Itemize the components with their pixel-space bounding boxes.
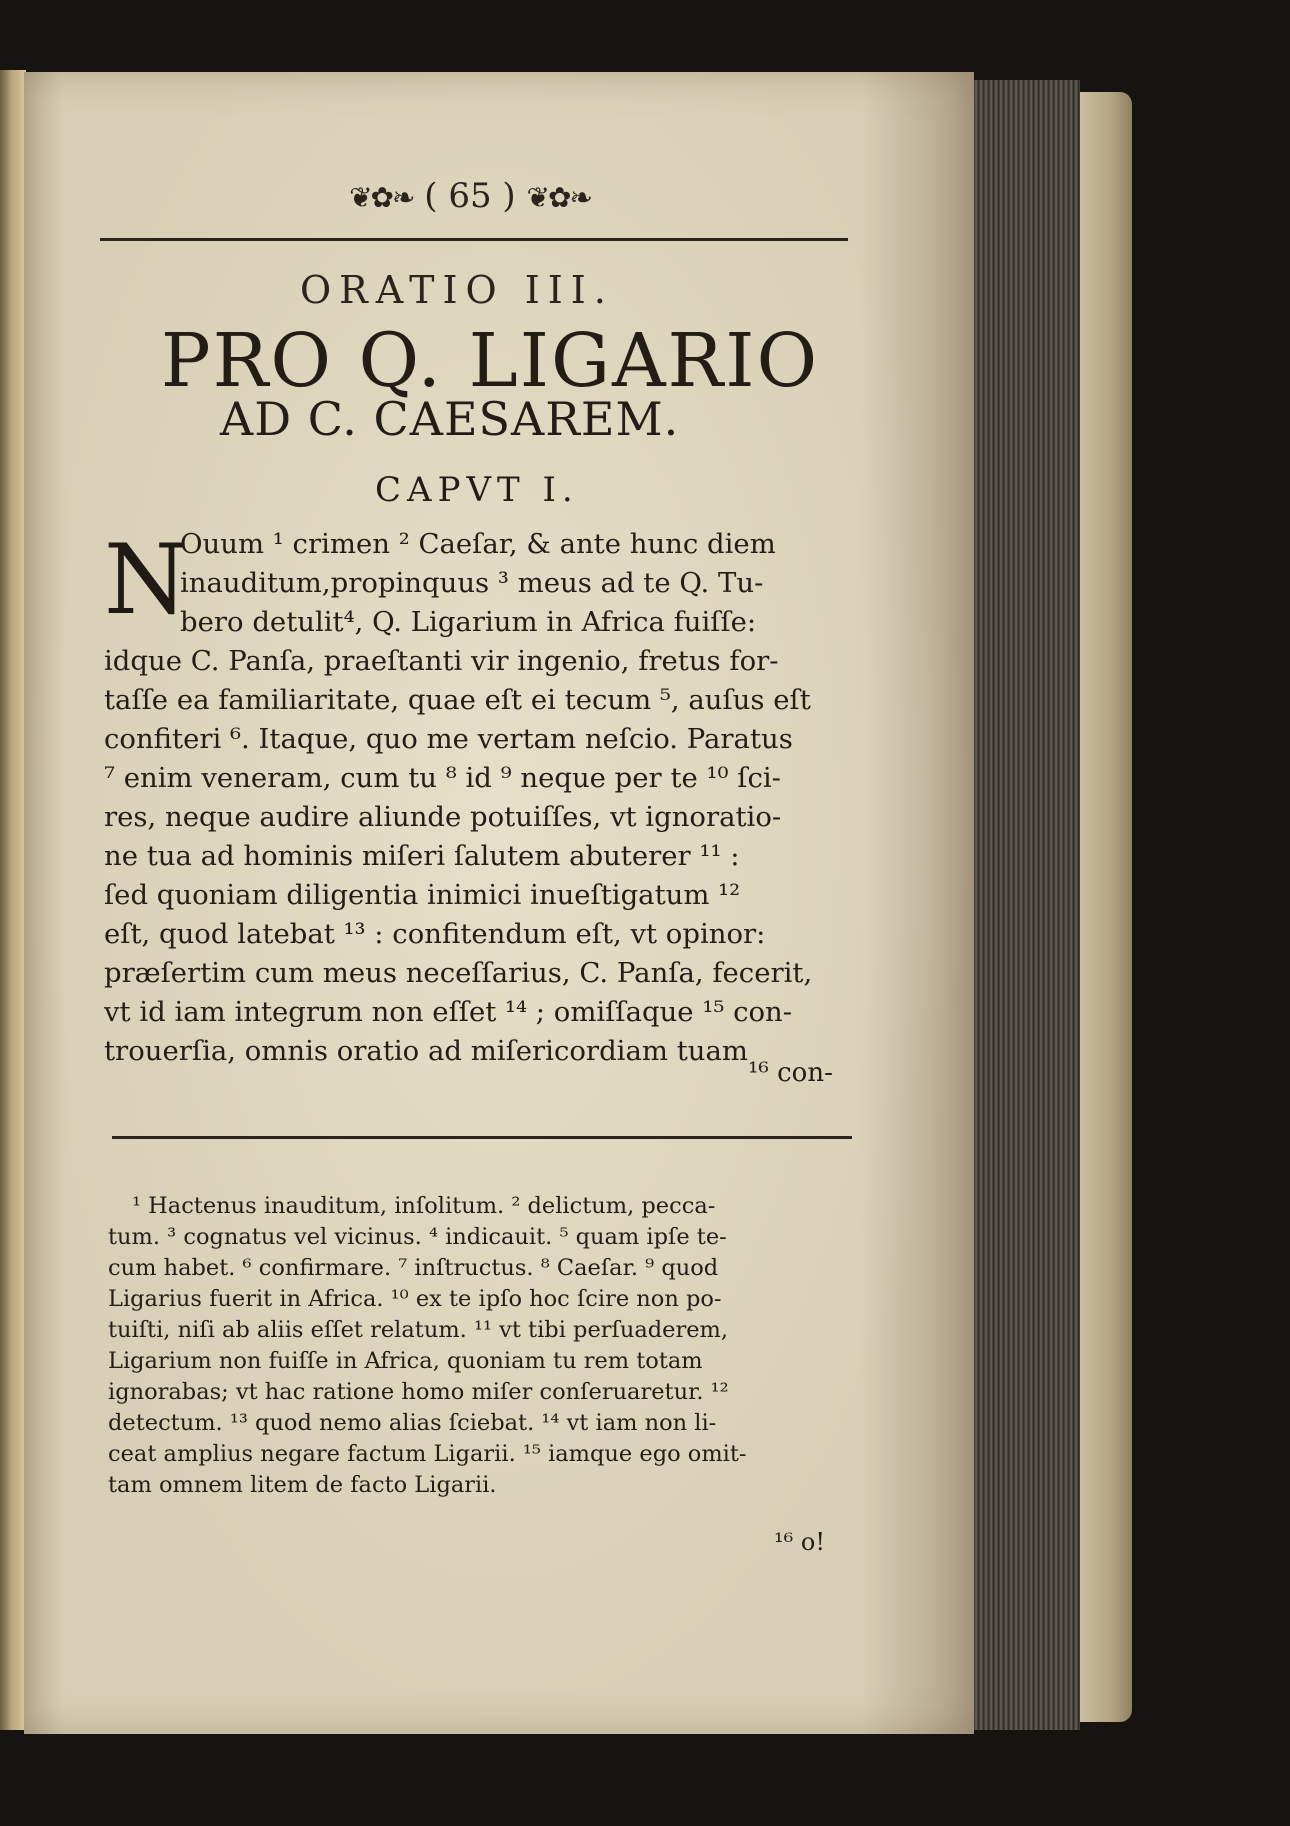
body-line: ſed quoniam diligentia inimici inueſtigatum ¹²: [104, 879, 741, 911]
body-line: confiteri ⁶. Itaque, quo me vertam neſcio. Paratus: [104, 723, 793, 755]
body-line: res, neque audire aliunde potuiſſes, vt ignoratio-: [104, 801, 782, 833]
book-spine-left: [0, 70, 26, 1730]
footnote-line: ignorabas; vt hac ratione homo miſer conſeruaretur. ¹²: [108, 1379, 729, 1405]
footnote-line: ceat amplius negare factum Ligarii. ¹⁵ iamque ego omit-: [108, 1441, 747, 1467]
oration-subtitle: AD C. CAESAREM.: [220, 392, 680, 446]
footnote-catchword: ¹⁶ o!: [774, 1528, 825, 1556]
book-fore-edge: [1080, 92, 1132, 1722]
body-line: eſt, quod latebat ¹³ : confitendum eſt, vt opinor:: [104, 918, 766, 950]
footnote-line: tam omnem litem de facto Ligarii.: [108, 1472, 497, 1498]
body-line: vt id iam integrum non eſſet ¹⁴ ; omiſſaque ¹⁵ con-: [104, 996, 793, 1028]
footnote-line: Ligarium non fuiſſe in Africa, quoniam tu rem totam: [108, 1348, 703, 1374]
drop-cap: N: [104, 524, 188, 636]
running-header: [330, 176, 610, 216]
body-line: ⁷ enim veneram, cum tu ⁸ id ⁹ neque per te ¹⁰ ſci-: [104, 762, 781, 794]
footnote-line: cum habet. ⁶ confirmare. ⁷ inſtructus. ⁸ Caeſar. ⁹ quod: [108, 1255, 719, 1281]
page-number: ( 65 ): [424, 176, 516, 216]
body-line: trouerſia, omnis oratio ad miſericordiam tuam: [104, 1035, 748, 1067]
oration-number: ORATIO III.: [300, 268, 614, 312]
ornament-right-icon: ❦✿❧: [526, 181, 591, 214]
body-line: bero detulit⁴, Q. Ligarium in Africa fuiſſe:: [180, 606, 757, 638]
body-line: inauditum,propinquus ³ meus ad te Q. Tu-: [180, 567, 764, 599]
body-line: ne tua ad hominis miſeri ſalutem abuterer ¹¹ :: [104, 840, 740, 872]
header-rule: [100, 238, 848, 241]
footnote-rule: [112, 1136, 852, 1139]
oration-title: PRO Q. LIGARIO: [160, 318, 820, 404]
body-catchword: ¹⁶ con-: [748, 1058, 833, 1088]
footnote-line: ¹ Hactenus inauditum, inſolitum. ² delictum, pecca-: [132, 1193, 716, 1219]
body-line: Ouum ¹ crimen ² Caeſar, & ante hunc diem: [180, 528, 776, 560]
body-line: idque C. Panſa, praeſtanti vir ingenio, fretus for-: [104, 645, 779, 677]
page-edges: [968, 80, 1080, 1730]
ornament-left-icon: ❦✿❧: [349, 181, 414, 214]
footnote-line: tuiſti, niſi ab aliis eſſet relatum. ¹¹ vt tibi perſuaderem,: [108, 1317, 729, 1343]
footnote-line: detectum. ¹³ quod nemo alias ſciebat. ¹⁴ vt iam non li-: [108, 1410, 717, 1436]
body-line: taſſe ea familiaritate, quae eſt ei tecum ⁵, auſus eſt: [104, 684, 811, 716]
body-line: præſertim cum meus neceſſarius, C. Panſa, fecerit,: [104, 957, 813, 989]
footnote-line: tum. ³ cognatus vel vicinus. ⁴ indicauit. ⁵ quam ipſe te-: [108, 1224, 727, 1250]
footnote-line: Ligarius fuerit in Africa. ¹⁰ ex te ipſo hoc ſcire non po-: [108, 1286, 722, 1312]
chapter-heading: CAPVT I.: [375, 470, 579, 510]
